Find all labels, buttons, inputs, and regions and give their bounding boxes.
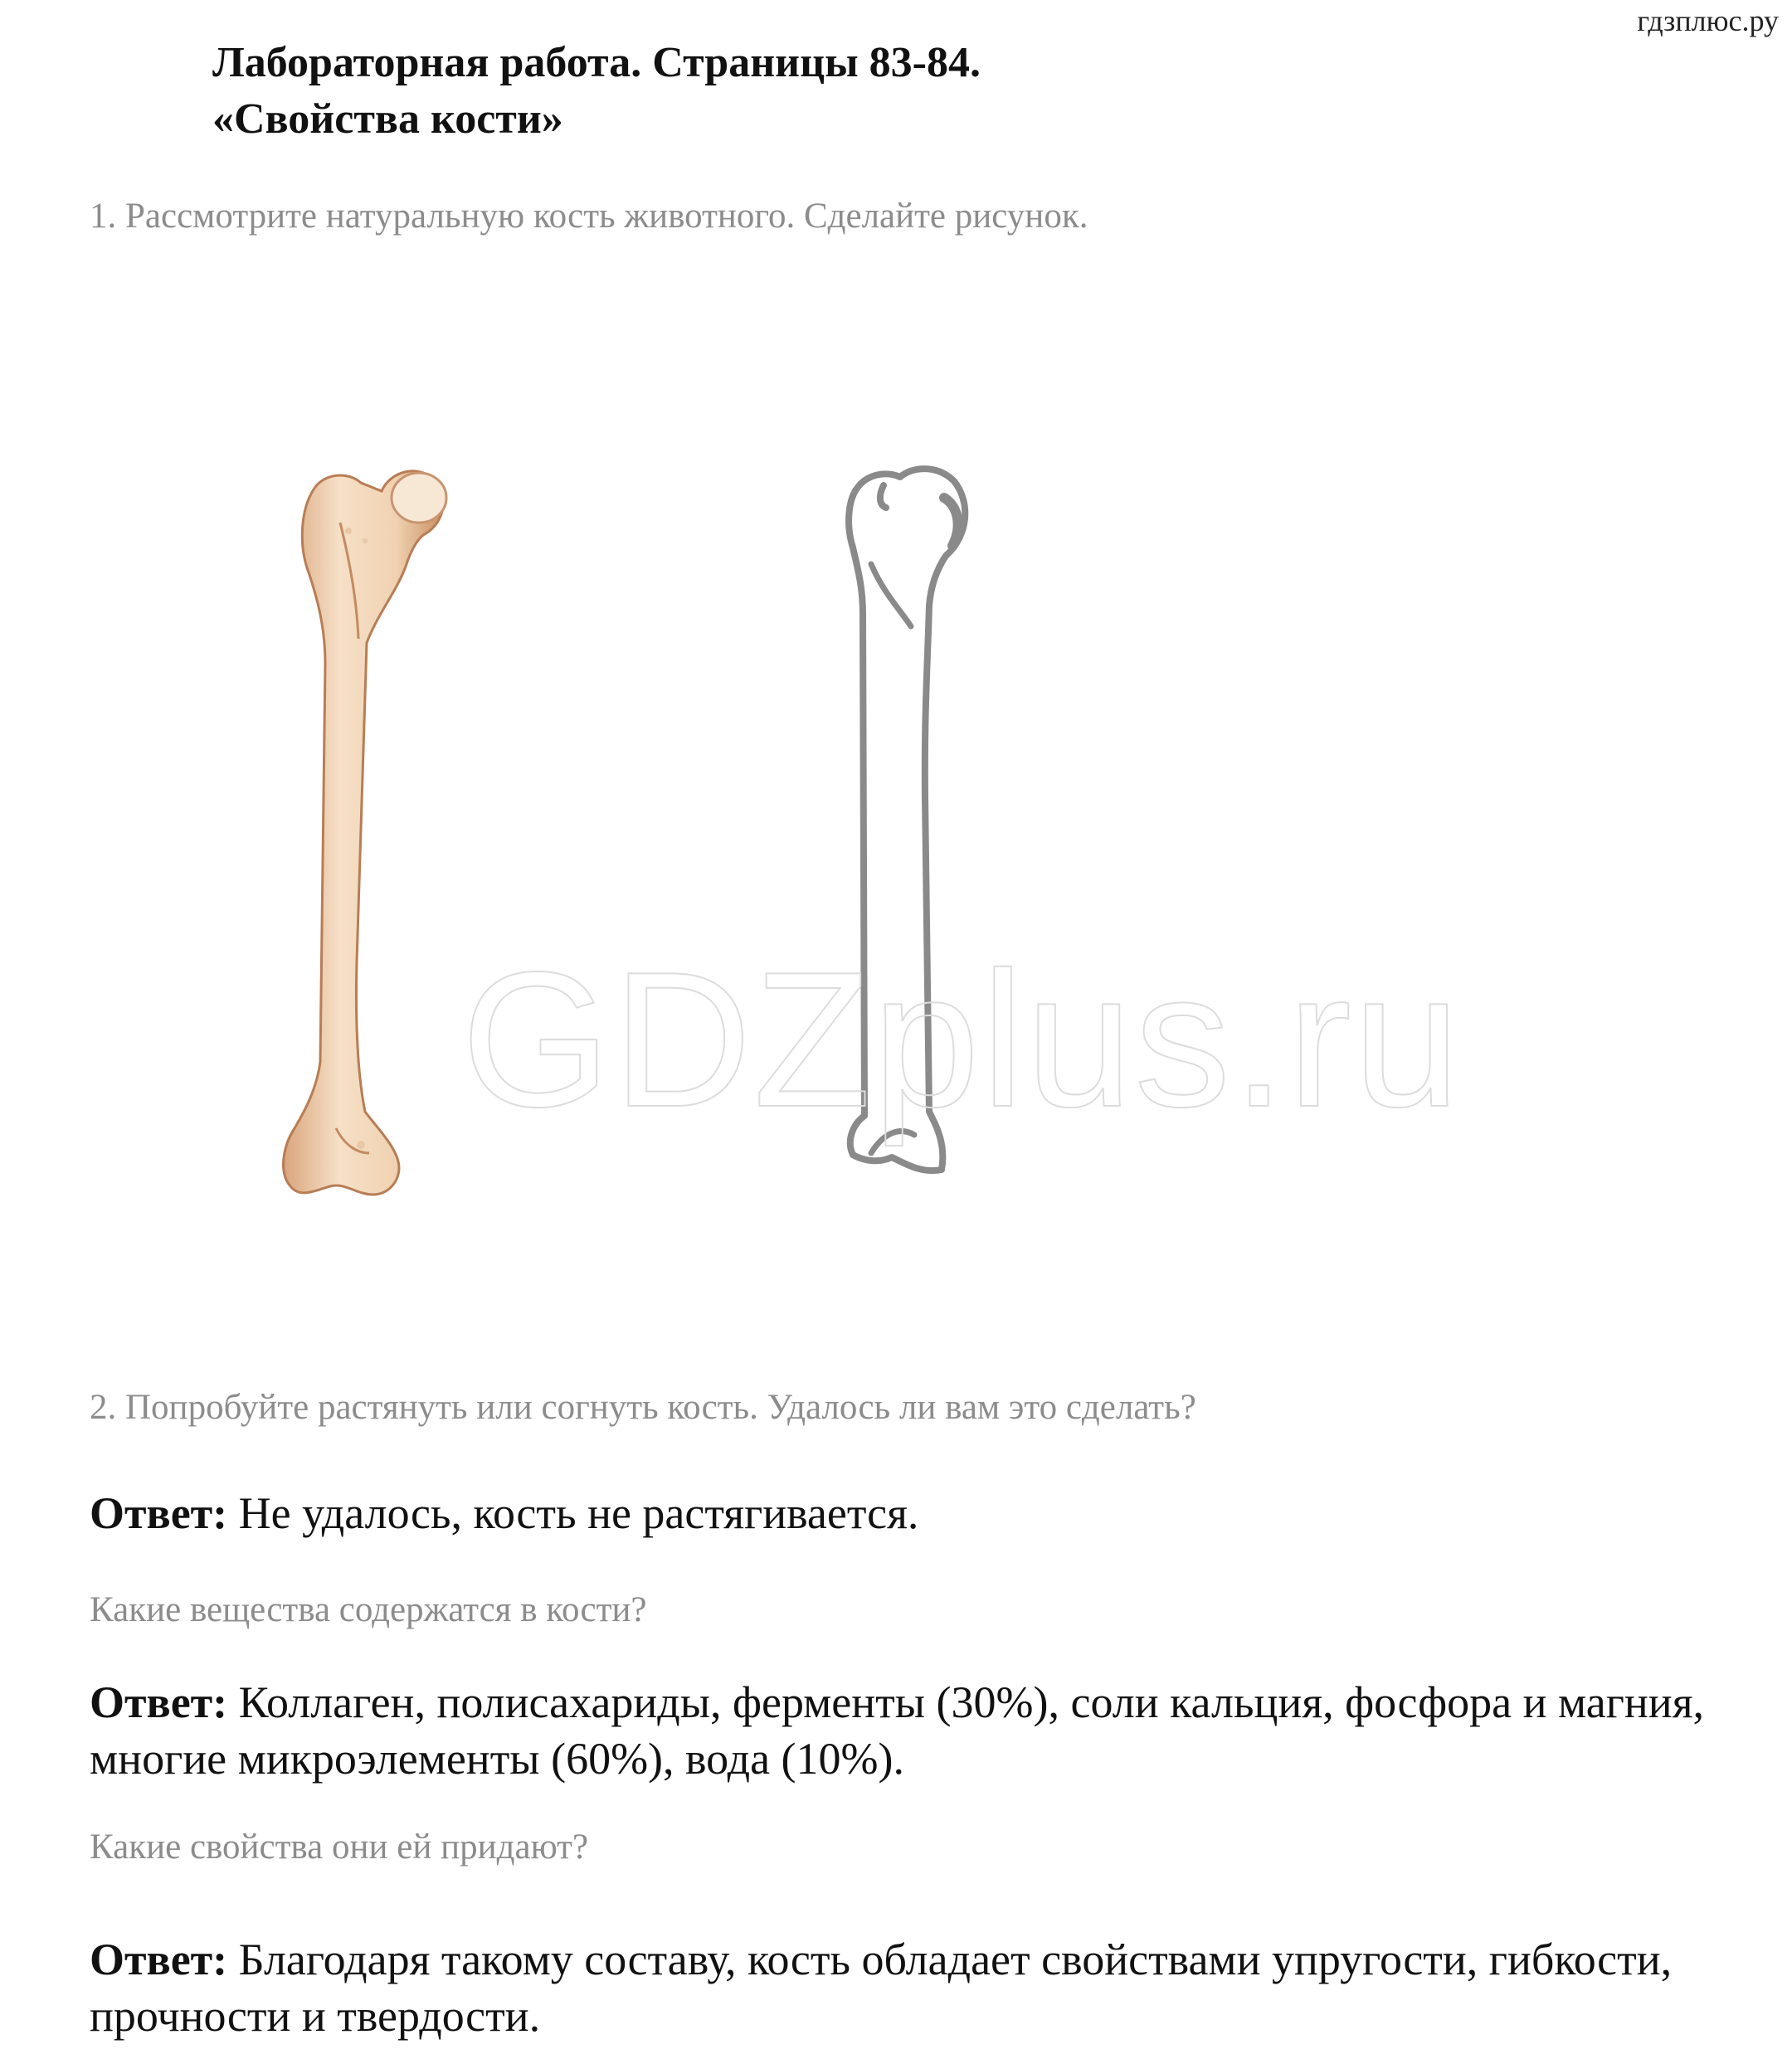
page-title [212, 35, 981, 148]
watermark: GDZplus.ru [461, 932, 1463, 1147]
answer-3-text: Благодаря такому составу, кость обладает свойствами упругости, гибкости, прочности и твердости. [90, 1935, 1673, 2041]
task-1-text: 1. Рассмотрите натуральную кость животного. Сделайте рисунок. [90, 197, 1088, 236]
answer-2-label: Ответ: [90, 1677, 228, 1727]
title-line-2: «Свойства кости» [212, 95, 563, 143]
femur-head [392, 473, 446, 523]
answer-3-label: Ответ: [90, 1935, 228, 1984]
answer-1 [90, 1485, 1716, 1541]
femur-shape [284, 471, 444, 1195]
answer-2-text: Коллаген, полисахариды, ферменты (30%), соли кальция, фосфора и магния, многие микроэлементы (60%), вода (10%). [90, 1677, 1705, 1784]
question-2-text: Какие вещества содержатся в кости? [90, 1590, 647, 1629]
site-label: гдзплюс.ру [1637, 4, 1779, 37]
answer-3 [90, 1931, 1716, 2044]
answer-1-label: Ответ: [90, 1488, 228, 1538]
answer-1-text: Не удалось, кость не растягивается. [227, 1488, 919, 1538]
answer-2 [90, 1674, 1716, 1787]
task-2-text: 2. Попробуйте растянуть или согнуть кость. Удалось ли вам это сделать? [90, 1388, 1196, 1427]
question-3-text: Какие свойства они ей придают? [90, 1828, 589, 1867]
femur-illustration [265, 448, 481, 1228]
title-line-1: Лабораторная работа. Страницы 83-84. [212, 39, 981, 86]
